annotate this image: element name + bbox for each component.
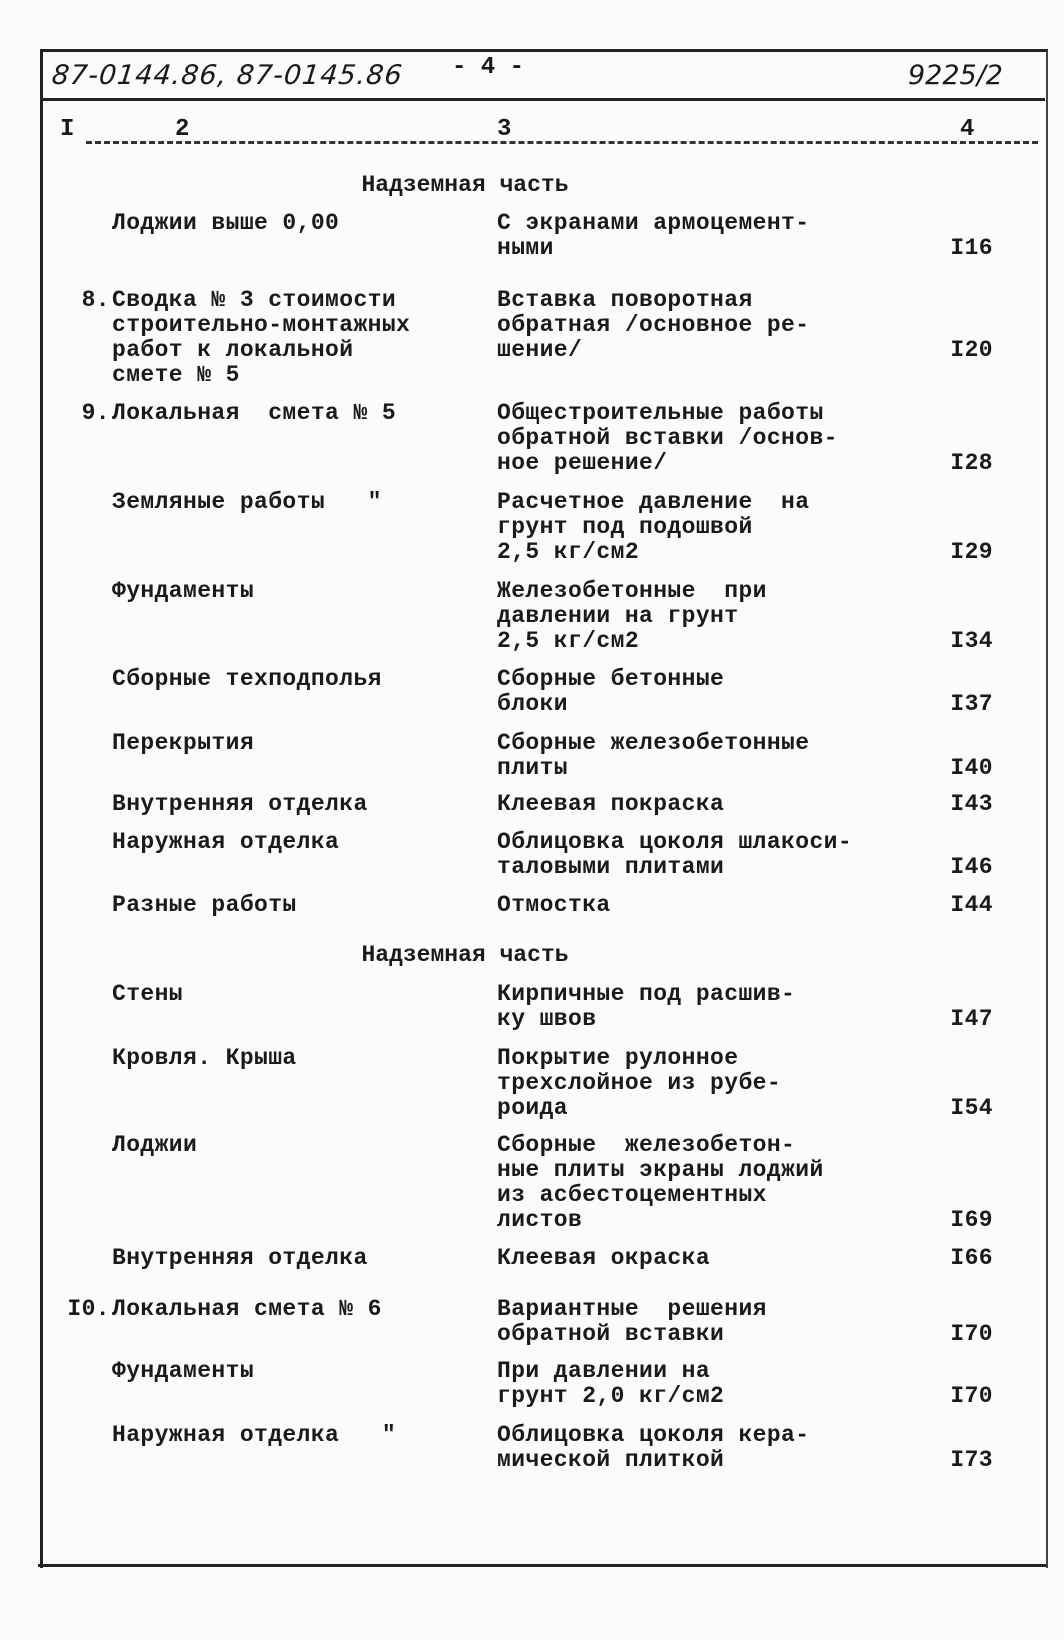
item-title: Сводка № 3 стоимости строительно-монтажных работ к локальной смете № 5 [112,287,411,388]
column-number-4: 4 [960,116,975,143]
item-page: I20 [950,337,993,363]
item-description: Облицовка цоколя кера- мической плиткой [497,1422,810,1473]
item-title: Стены [112,981,184,1007]
item-title: Локальная смета № 6 [112,1296,382,1322]
header-divider [40,98,1045,101]
item-page: I66 [950,1245,993,1271]
item-title: Наружная отделка [112,829,340,855]
item-description: Сборные железобетонные плиты [497,730,810,781]
item-page: I16 [950,235,993,261]
item-description: Железобетонные при давлении на грунт 2,5 кг/см2 [497,578,767,654]
item-description: Вариантные решения обратной вставки [497,1296,767,1347]
item-title: Лоджии [112,1132,198,1158]
column-number-1: I [60,116,75,143]
page-number: - 4 - [452,54,525,81]
item-title: Сборные техподполья [112,666,382,692]
document-numbers: 87-0144.86, 87-0145.86 [50,60,405,91]
item-number: I0. [67,1296,110,1322]
section-heading: Надземная часть [361,172,569,198]
column-number-2: 2 [175,116,190,143]
item-title: Лоджии выше 0,00 [112,210,340,236]
item-description: Расчетное давление на грунт под подошвой 2,5 кг/см2 [497,489,810,565]
item-page: I28 [950,450,993,476]
item-page: I54 [950,1095,993,1121]
item-page: I37 [950,691,993,717]
item-description: Сборные бетонные блоки [497,666,725,717]
section-heading: Надземная часть [361,942,569,968]
item-page: I73 [950,1447,993,1473]
item-page: I46 [950,854,993,880]
item-title: Фундаменты [112,578,255,604]
item-page: I70 [950,1321,993,1347]
item-title: Локальная смета № 5 [112,400,397,426]
item-title: Перекрытия [112,730,255,756]
item-number: 8. [81,287,110,313]
item-title: Земляные работы " [112,489,382,515]
item-title: Разные работы [112,892,297,918]
item-page: I69 [950,1207,993,1233]
item-description: Вставка поворотная обратная /основное ре- шение/ [497,287,810,363]
item-page: I40 [950,755,993,781]
item-description: Облицовка цоколя шлакоси- таловыми плитами [497,829,853,880]
item-page: I43 [950,791,993,817]
item-description: Покрытие рулонное трехслойное из рубе- роида [497,1045,782,1121]
item-title: Наружная отделка " [112,1422,397,1448]
bottom-border [38,1564,1046,1567]
item-description: Клеевая покраска [497,791,725,817]
item-page: I44 [950,892,993,918]
item-page: I34 [950,628,993,654]
item-title: Внутренняя отделка [112,791,368,817]
column-divider-dashes [86,141,1038,144]
item-title: Внутренняя отделка [112,1245,368,1271]
item-description: При давлении на грунт 2,0 кг/см2 [497,1358,725,1409]
item-title: Фундаменты [112,1358,255,1384]
item-title: Кровля. Крыша [112,1045,297,1071]
item-number: 9. [81,400,110,426]
item-description: Клеевая окраска [497,1245,711,1271]
item-page: I29 [950,539,993,565]
reference-number: 9225/2 [908,60,1003,91]
item-description: Общестроительные работы обратной вставки /основ- ное решение/ [497,400,838,476]
item-description: Отмостка [497,892,611,918]
item-page: I70 [950,1383,993,1409]
column-number-3: 3 [497,116,512,143]
item-description: С экранами армоцемент- ными [497,210,810,261]
item-page: I47 [950,1006,993,1032]
item-description: Кирпичные под расшив- ку швов [497,981,796,1032]
item-description: Сборные железобетон- ные плиты экраны лоджий из асбестоцементных листов [497,1132,824,1233]
